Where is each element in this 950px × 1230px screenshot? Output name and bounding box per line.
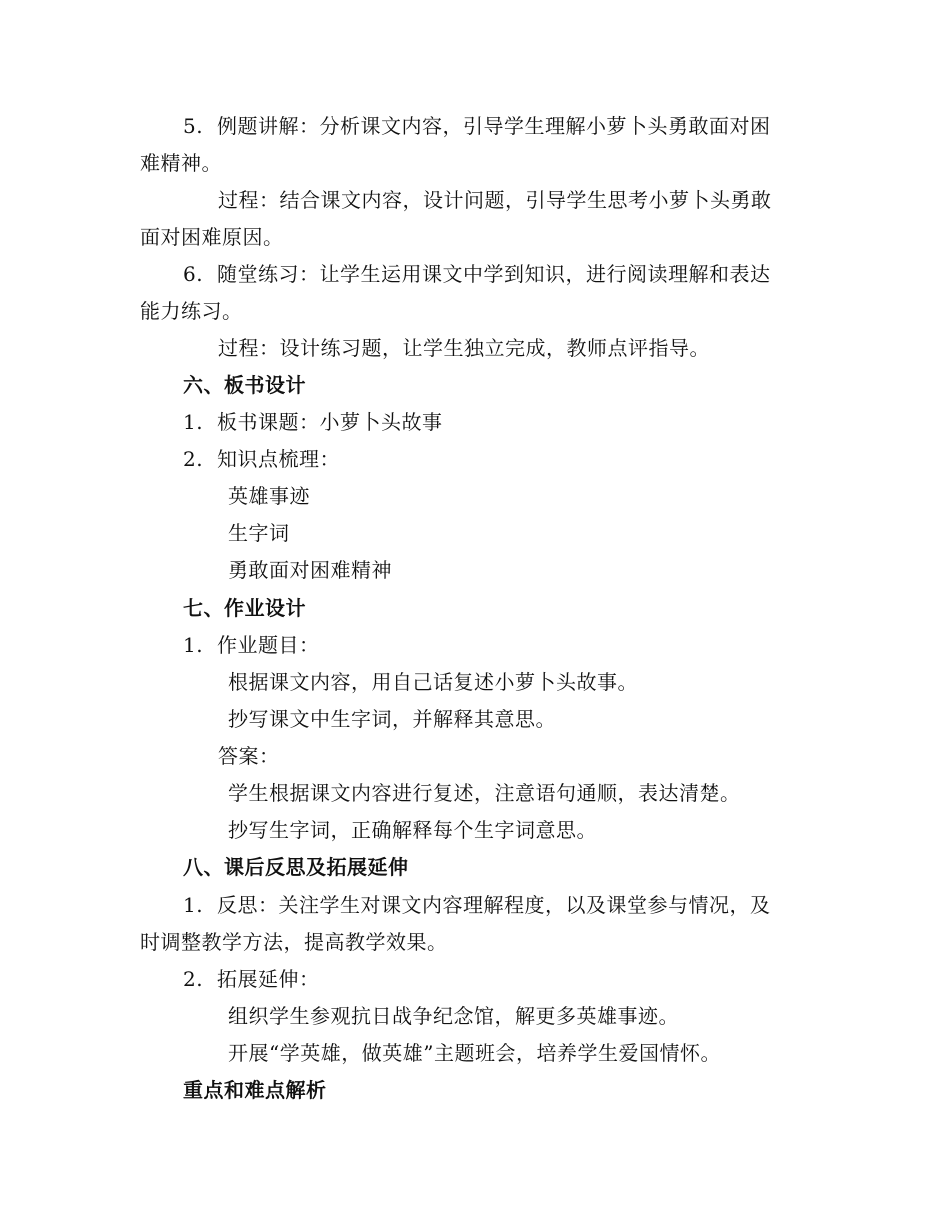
- item-number: 1.: [183, 410, 204, 434]
- sub-item: 勇敢面对困难精神: [228, 558, 392, 582]
- list-item: [183, 891, 771, 919]
- item-number: 2.: [183, 967, 204, 991]
- item-text: 随堂练习：让学生运用课文中学到知识，进行阅读理解和表达: [217, 262, 771, 286]
- task-item: 根据课文内容，用自己话复述小萝卜头故事。: [228, 670, 638, 694]
- item-5-process: 过程：结合课文内容，设计问题，引导学生思考小萝卜头勇敢: [218, 188, 772, 212]
- item-text: 例题讲解：分析课文内容，引导学生理解小萝卜头勇敢面对困: [217, 114, 771, 138]
- item-6-process: 过程：设计练习题，让学生独立完成，教师点评指导。: [218, 336, 710, 360]
- sub-item: 生字词: [228, 521, 290, 545]
- item-number: 5.: [183, 114, 204, 138]
- reflection-continuation: 时调整教学方法，提高教学效果。: [140, 930, 448, 954]
- section-heading-reflection: 八、课后反思及拓展延伸: [183, 855, 409, 879]
- answer-label: 答案：: [218, 744, 280, 768]
- answer-item: 学生根据课文内容进行复述，注意语句通顺，表达清楚。: [228, 781, 741, 805]
- item-5-continuation: 难精神。: [140, 151, 222, 175]
- list-item: [183, 445, 340, 473]
- list-item: [183, 408, 443, 436]
- extension-item: 组织学生参观抗日战争纪念馆，解更多英雄事迹。: [228, 1004, 679, 1028]
- answer-item: 抄写生字词，正确解释每个生字词意思。: [228, 818, 597, 842]
- list-item-6: [183, 260, 771, 288]
- extension-item: 开展“学英雄，做英雄”主题班会，培养学生爱国情怀。: [228, 1041, 721, 1065]
- task-item: 抄写课文中生字词，并解释其意思。: [228, 707, 556, 731]
- item-number: 2.: [183, 447, 204, 471]
- list-item: [183, 631, 320, 659]
- item-text: 知识点梳理：: [217, 447, 340, 471]
- section-heading-homework-design: 七、作业设计: [183, 596, 306, 620]
- section-heading-board-design: 六、板书设计: [183, 373, 306, 397]
- item-text: 作业题目：: [217, 633, 320, 657]
- item-number: 1.: [183, 633, 204, 657]
- item-text: 拓展延伸：: [217, 967, 320, 991]
- item-text: 反思：关注学生对课文内容理解程度，以及课堂参与情况，及: [217, 893, 771, 917]
- list-item: [183, 965, 320, 993]
- item-text: 板书课题：小萝卜头故事: [217, 410, 443, 434]
- sub-item: 英雄事迹: [228, 484, 310, 508]
- section-heading-key-points: 重点和难点解析: [183, 1078, 327, 1102]
- item-number: 1.: [183, 893, 204, 917]
- item-number: 6.: [183, 262, 204, 286]
- item-6-continuation: 能力练习。: [140, 299, 243, 323]
- item-5-process-continuation: 面对困难原因。: [140, 225, 284, 249]
- list-item-5: [183, 112, 771, 140]
